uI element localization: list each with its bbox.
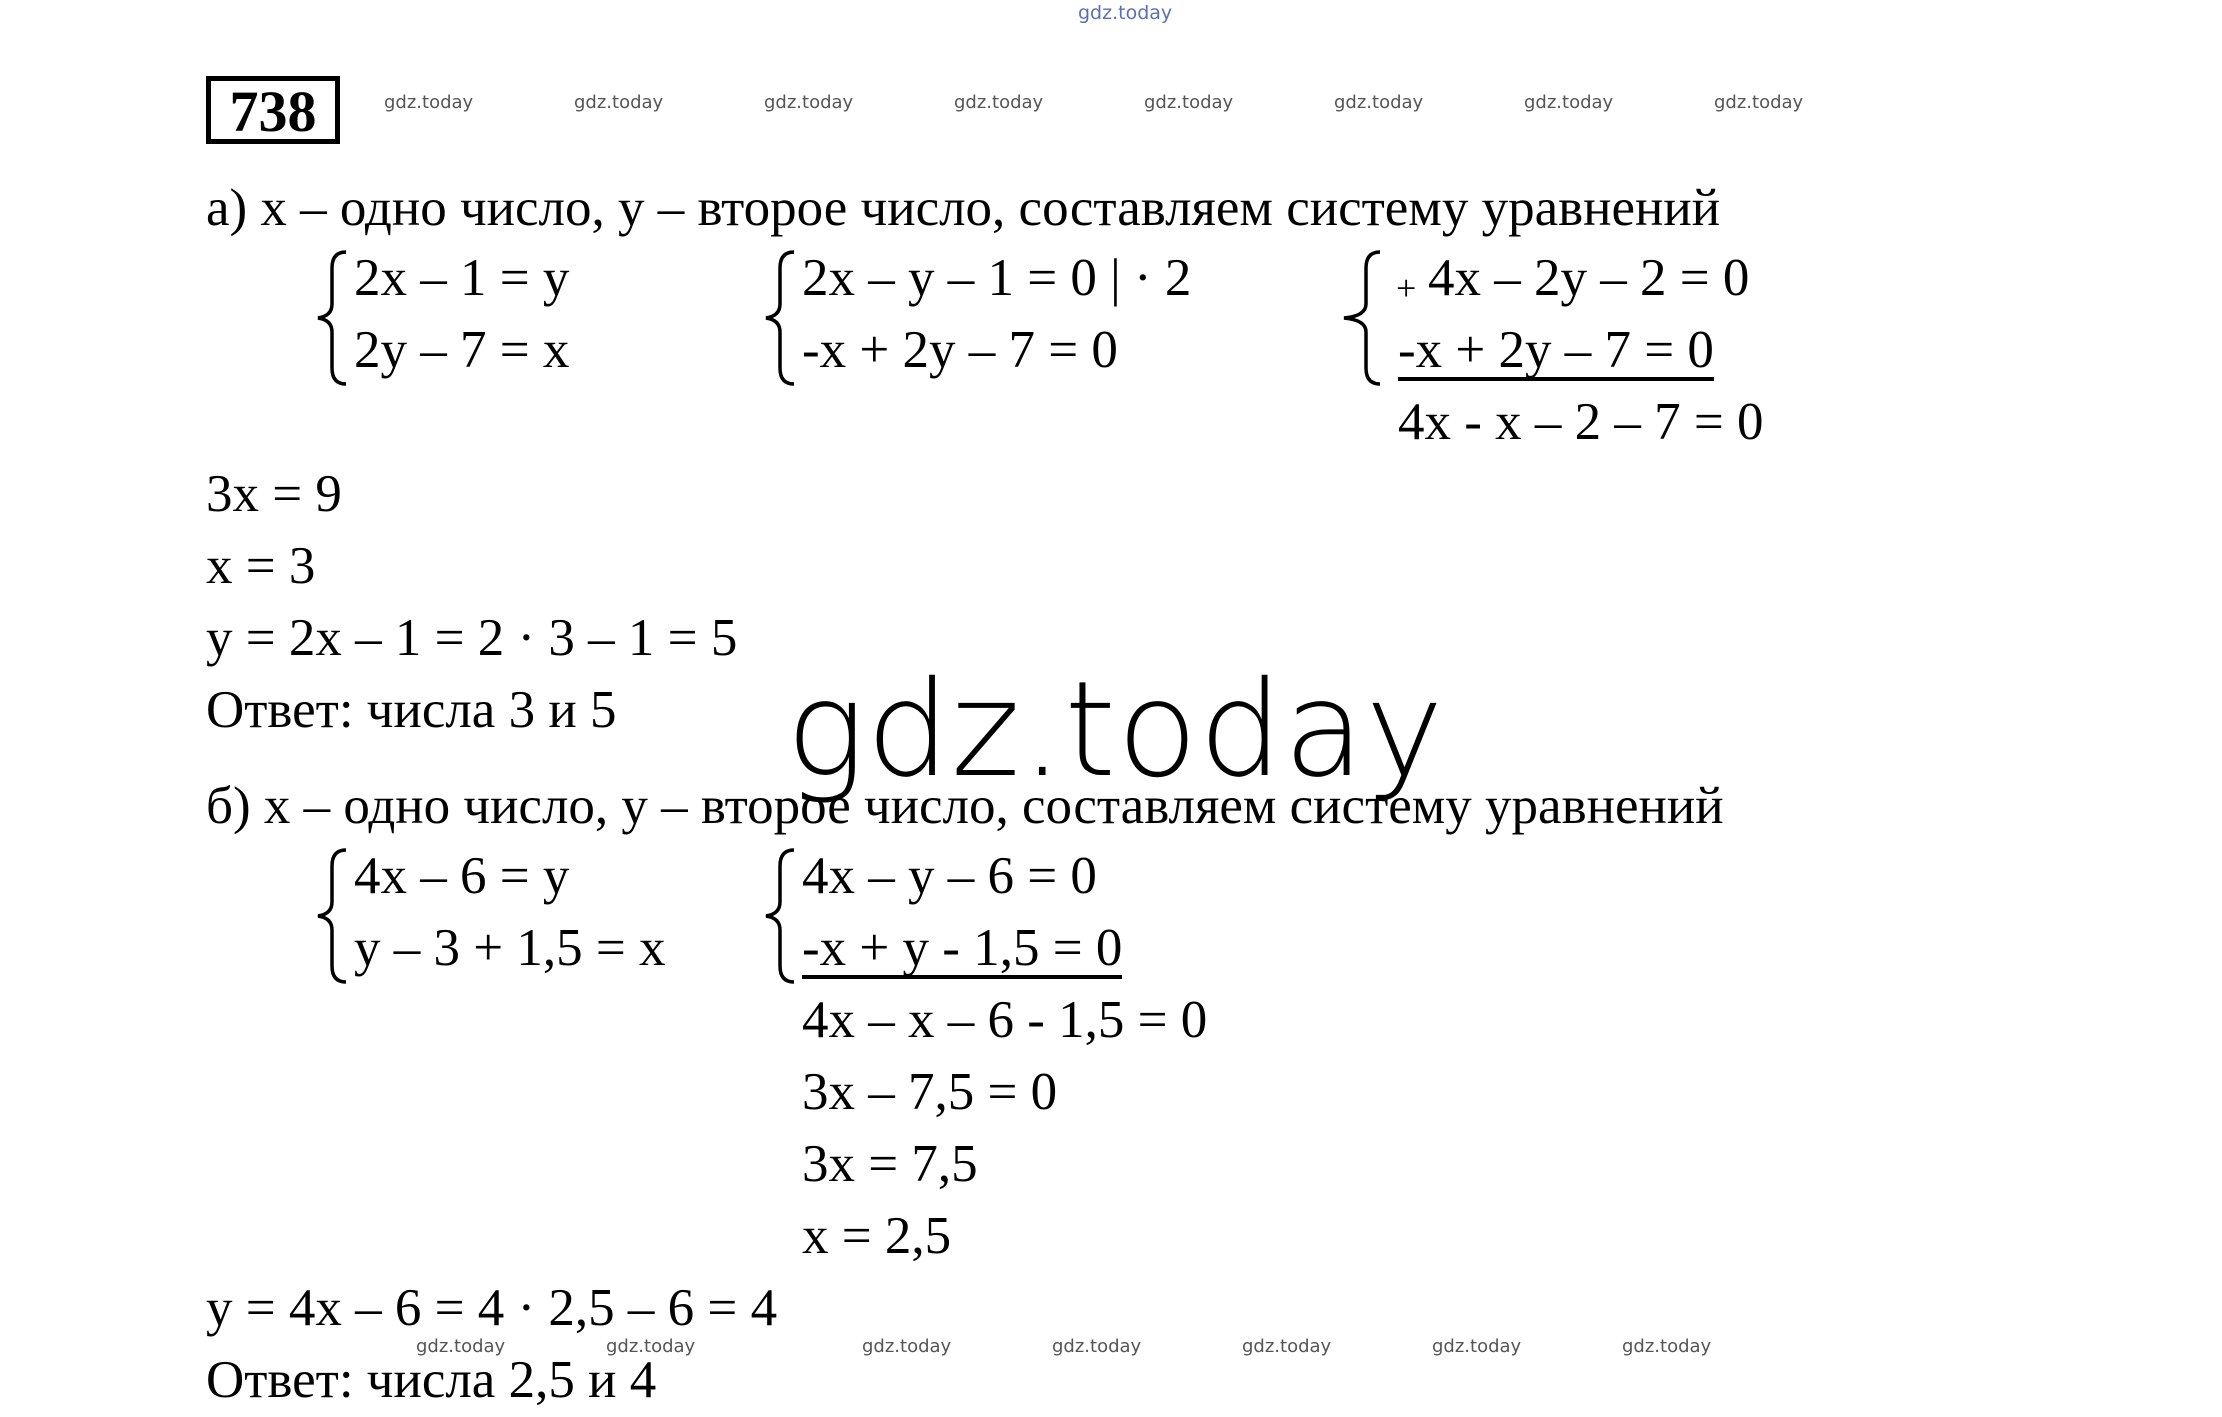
watermark: gdz.today xyxy=(416,1336,506,1357)
b-step: x = 2,5 xyxy=(802,1207,952,1265)
problem-number: 738 xyxy=(206,76,340,144)
b-step: 4x – x – 6 - 1,5 = 0 xyxy=(802,991,1208,1049)
a-step: y = 2x – 1 = 2 · 3 – 1 = 5 xyxy=(206,609,738,667)
part-b-intro: б) x – одно число, y – второе число, составляем систему уравнений xyxy=(206,777,1724,835)
plus-sign: + xyxy=(1396,268,1417,308)
a-answer: Ответ: числа 3 и 5 xyxy=(206,681,617,739)
watermark-large: gdz.today xyxy=(786,653,1445,807)
watermark: gdz.today xyxy=(1144,92,1234,113)
watermark: gdz.today xyxy=(1524,92,1614,113)
a-system1-eq2: 2y – 7 = x xyxy=(354,321,570,379)
left-brace-icon xyxy=(760,846,800,986)
b-answer: Ответ: числа 2,5 и 4 xyxy=(206,1351,657,1409)
a-system2-eq2: -x + 2y – 7 = 0 xyxy=(802,321,1118,379)
b-system1-eq1: 4x – 6 = y xyxy=(354,847,570,905)
a-step: 3x = 9 xyxy=(206,465,342,523)
left-brace-icon xyxy=(760,248,800,388)
top-watermark: gdz.today xyxy=(1078,2,1173,24)
b-system2-eq2: -x + y - 1,5 = 0 xyxy=(802,919,1123,977)
left-brace-icon xyxy=(1340,248,1386,388)
watermark: gdz.today xyxy=(954,92,1044,113)
a-system3-sum: 4x - x – 2 – 7 = 0 xyxy=(1398,393,1764,451)
watermark: gdz.today xyxy=(862,1336,952,1357)
watermark: gdz.today xyxy=(1242,1336,1332,1357)
watermark: gdz.today xyxy=(1052,1336,1142,1357)
watermark: gdz.today xyxy=(1622,1336,1712,1357)
watermark: gdz.today xyxy=(764,92,854,113)
watermark: gdz.today xyxy=(384,92,474,113)
watermark: gdz.today xyxy=(1714,92,1804,113)
b-step: 3x = 7,5 xyxy=(802,1135,978,1193)
left-brace-icon xyxy=(312,846,352,986)
b-system1-eq2: y – 3 + 1,5 = x xyxy=(354,919,666,977)
b-y-line: y = 4x – 6 = 4 · 2,5 – 6 = 4 xyxy=(206,1279,778,1337)
a-step: x = 3 xyxy=(206,537,316,595)
left-brace-icon xyxy=(312,248,352,388)
watermark: gdz.today xyxy=(574,92,664,113)
a-system1-eq1: 2x – 1 = y xyxy=(354,249,570,307)
b-system2-eq1: 4x – y – 6 = 0 xyxy=(802,847,1097,905)
watermark: gdz.today xyxy=(1432,1336,1522,1357)
a-system2-eq1: 2x – y – 1 = 0 | · 2 xyxy=(802,249,1192,307)
b-step: 3x – 7,5 = 0 xyxy=(802,1063,1058,1121)
part-a-intro: а) x – одно число, y – второе число, составляем систему уравнений xyxy=(206,179,1721,237)
watermark: gdz.today xyxy=(1334,92,1424,113)
a-system3-eq2: -x + 2y – 7 = 0 xyxy=(1398,321,1714,379)
watermark: gdz.today xyxy=(606,1336,696,1357)
a-system3-eq1: 4x – 2y – 2 = 0 xyxy=(1428,249,1750,307)
